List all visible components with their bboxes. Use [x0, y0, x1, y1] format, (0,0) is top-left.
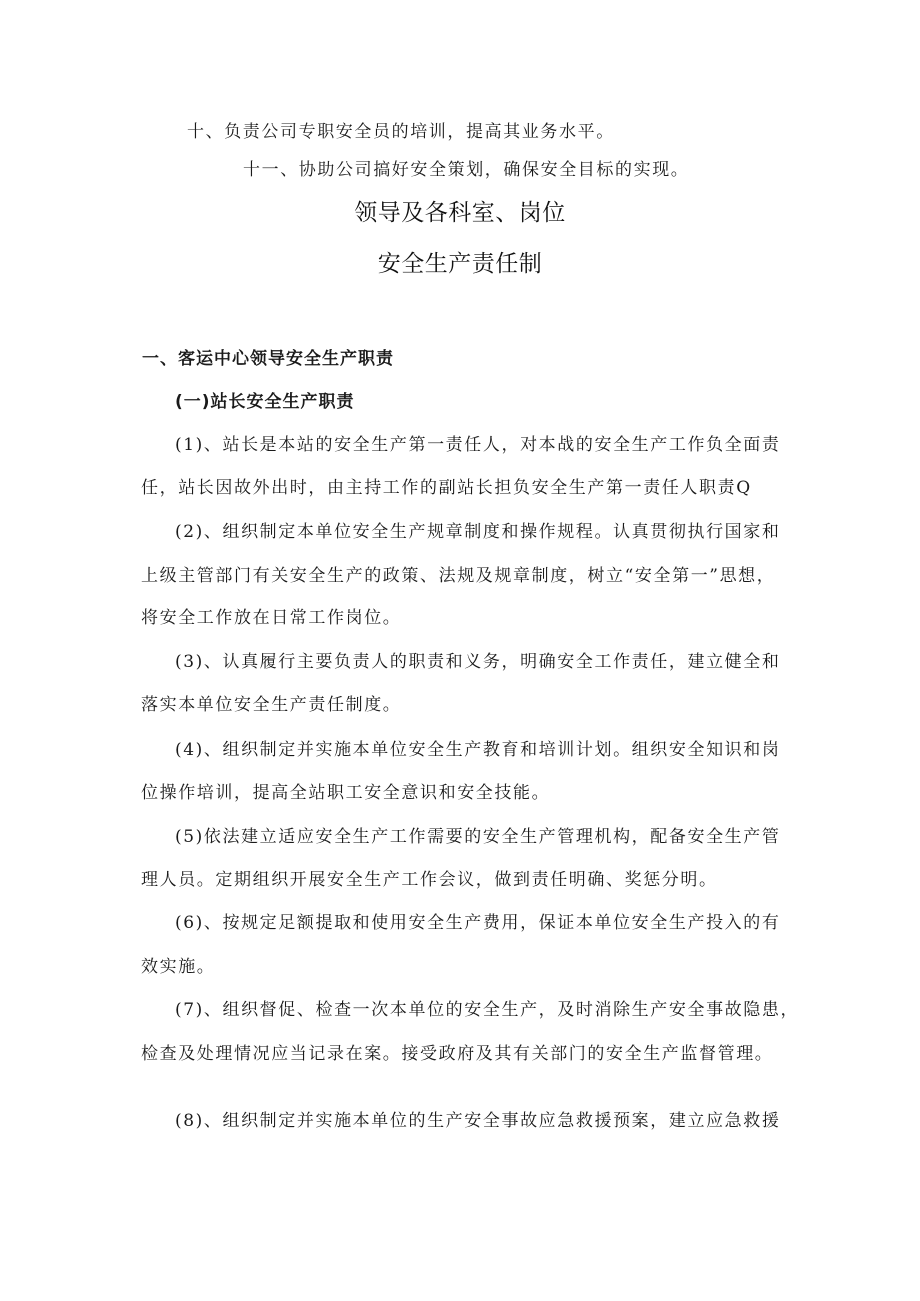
paragraph-7-line-1: (7)、组织督促、检查一次本单位的安全生产，及时消除生产安全事故隐患， [175, 1000, 800, 1020]
paragraph-1-line-2: 任，站长因故外出时，由主持工作的副站长担负安全生产第一责任人职责Q [141, 478, 752, 498]
paragraph-4-line-1: (4)、组织制定并实施本单位安全生产教育和培训计划。组织安全知识和岗 [175, 740, 781, 760]
paragraph-2-line-1: (2)、组织制定本单位安全生产规章制度和操作规程。认真贯彻执行国家和 [175, 522, 781, 542]
paragraph-5-line-2: 理人员。定期组织开展安全生产工作会议，做到责任明确、奖惩分明。 [141, 870, 718, 890]
paragraph-6-line-1: (6)、按规定足额提取和使用安全生产费用，保证本单位安全生产投入的有 [175, 913, 781, 933]
paragraph-2-line-2: 上级主管部门有关安全生产的政策、法规及规章制度，树立“安全第一”思想， [141, 566, 776, 586]
paragraph-4-line-2: 位操作培训，提高全站职工安全意识和安全技能。 [141, 783, 551, 803]
paragraph-5-line-1: (5)依法建立适应安全生产工作需要的安全生产管理机构，配备安全生产管 [175, 827, 781, 847]
paragraph-3-line-2: 落实本单位安全生产责任制度。 [141, 695, 402, 715]
paragraph-1-line-1: (1)、站长是本站的安全生产第一责任人，对本战的安全生产工作负全面责 [175, 435, 781, 455]
document-title-line-1: 领导及各科室、岗位 [354, 200, 566, 226]
item-11: 十一、协助公司搞好安全策划，确保安全目标的实现。 [243, 160, 690, 180]
paragraph-7-line-2: 检查及处理情况应当记录在案。接受政府及其有关部门的安全生产监督管理。 [141, 1044, 774, 1064]
item-10: 十、负责公司专职安全员的培训，提高其业务水平。 [187, 122, 615, 142]
section-heading: 一、客运中心领导安全生产职责 [142, 349, 394, 369]
paragraph-3-line-1: (3)、认真履行主要负责人的职责和义务，明确安全工作责任，建立健全和 [175, 652, 781, 672]
subsection-heading: (一)站长安全生产职责 [175, 392, 355, 412]
document-title-line-2: 安全生产责任制 [377, 251, 543, 277]
paragraph-2-line-3: 将安全工作放在日常工作岗位。 [141, 608, 402, 628]
paragraph-6-line-2: 效实施。 [141, 957, 216, 977]
paragraph-8-line-1: (8)、组织制定并实施本单位的生产安全事故应急救援预案，建立应急救援 [175, 1111, 781, 1131]
